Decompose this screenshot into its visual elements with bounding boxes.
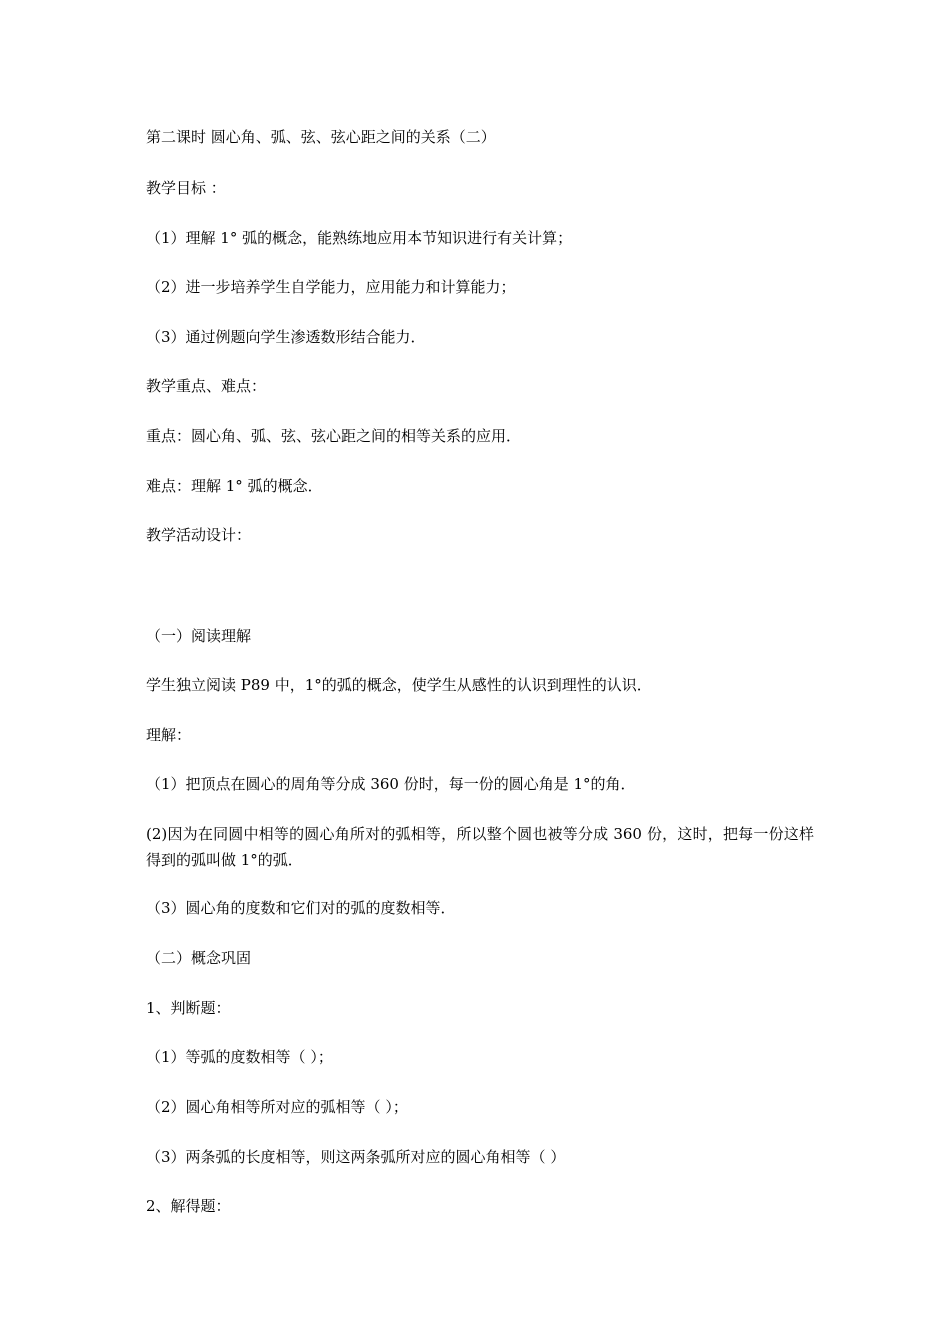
section-two-heading: （二）概念巩固 (146, 949, 252, 967)
objective-item: （3）通过例题向学生渗透数形结合能力． (146, 328, 426, 346)
objective-item: （1）理解 1° 弧的概念，能熟练地应用本节知识进行有关计算； (146, 229, 573, 247)
objective-item: （2）进一步培养学生自学能力，应用能力和计算能力； (146, 278, 516, 296)
activity-heading: 教学活动设计： (146, 526, 252, 544)
judgement-heading: 1、判断题： (146, 999, 231, 1017)
judgement-item: （1）等弧的度数相等（ ）； (146, 1048, 333, 1066)
understanding-item: （1）把顶点在圆心的周角等分成 360 份时，每一份的圆心角是 1°的角． (146, 775, 636, 793)
judgement-item: （3）两条弧的长度相等，则这两条弧所对应的圆心角相等（ ） (146, 1148, 566, 1166)
understanding-label: 理解： (146, 726, 192, 744)
lesson-title: 第二课时 圆心角、弧、弦、弦心距之间的关系（二） (146, 128, 496, 146)
solve-heading: 2、解得题： (146, 1197, 231, 1215)
section-one-heading: （一）阅读理解 (146, 627, 252, 645)
section-one-intro: 学生独立阅读 P89 中，1°的弧的概念，使学生从感性的认识到理性的认识． (146, 676, 652, 694)
judgement-item: （2）圆心角相等所对应的弧相等（ ）； (146, 1098, 408, 1116)
objectives-heading: 教学目标 ： (146, 179, 226, 197)
key-points-heading: 教学重点、难点： (146, 377, 267, 395)
key-point: 重点：圆心角、弧、弦、弦心距之间的相等关系的应用． (146, 427, 522, 445)
understanding-item: （3）圆心角的度数和它们对的弧的度数相等． (146, 899, 456, 917)
difficult-point: 难点：理解 1° 弧的概念． (146, 477, 323, 495)
understanding-item: (2)因为在同圆中相等的圆心角所对的弧相等，所以整个圆也被等分成 360 份，这时，把每一份这样得到的弧叫做 1°的弧． (146, 825, 814, 869)
